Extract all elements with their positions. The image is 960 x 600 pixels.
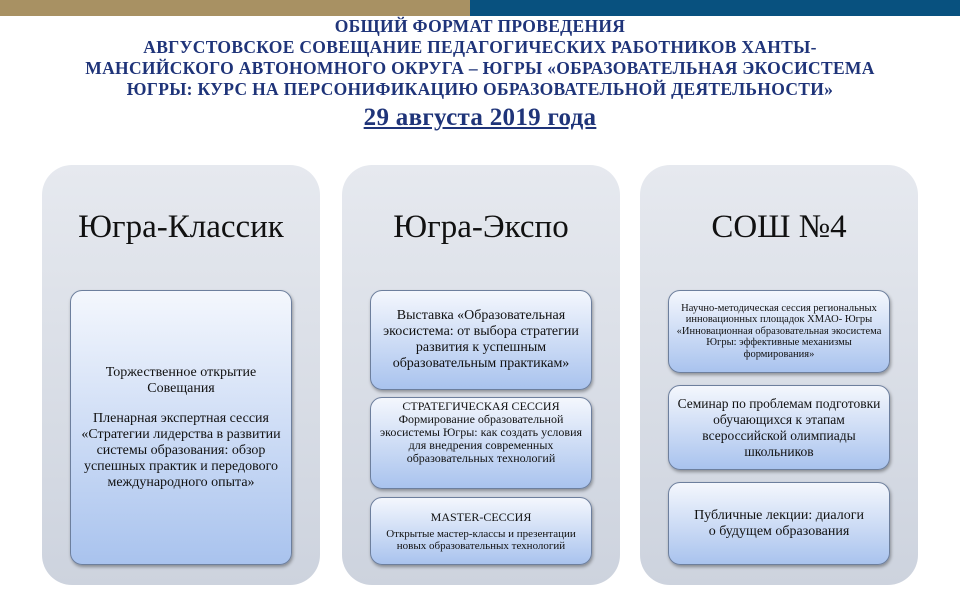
program-box bbox=[668, 385, 890, 470]
box-text: Семинар по проблемам подготовки обучающихся к этапам всероссийской олимпиады школьников bbox=[677, 395, 881, 459]
box-text: Научно-методическая сессия региональных инновационных площадок ХМАО- Югры «Инновационная образовательная экосистема Югры: эффективные механизмы формирования» bbox=[676, 302, 882, 360]
box-text: Торжественное открытие Совещания bbox=[105, 364, 257, 396]
box-text: Публичные лекции: диалоги о будущем образования bbox=[694, 507, 864, 539]
column-yugra-expo bbox=[342, 165, 620, 585]
box-text: Выставка «Образовательная экосистема: от выбора стратегии развития к успешным образовательным практикам» bbox=[383, 308, 579, 371]
box-text: Пленарная экспертная сессия «Стратегии лидерства в развитии системы образования: обзор успешных практик и передового международного опыта» bbox=[81, 410, 281, 490]
title-line: МАНСИЙСКОГО АВТОНОМНОГО ОКРУГА – ЮГРЫ «ОБРАЗОВАТЕЛЬНАЯ ЭКОСИСТЕМА bbox=[85, 58, 875, 78]
column-title: Югра-Экспо bbox=[393, 209, 569, 245]
box-text: Формирование образовательной экосистемы Югры: как создать условия для внедрения современных образовательных технологий bbox=[379, 412, 583, 465]
box-text: MASTER-СЕССИЯ bbox=[430, 509, 532, 524]
program-box bbox=[370, 290, 592, 390]
program-box bbox=[370, 397, 592, 489]
event-date: 29 августа 2019 года bbox=[363, 104, 597, 131]
top-bar-right bbox=[470, 0, 960, 16]
program-box bbox=[668, 290, 890, 373]
program-box bbox=[668, 482, 890, 565]
program-box bbox=[370, 497, 592, 565]
column-title: СОШ №4 bbox=[711, 209, 847, 245]
box-text: Открытые мастер-классы и презентации новых образовательных технологий bbox=[386, 527, 576, 552]
column-yugra-classic bbox=[42, 165, 320, 585]
program-box bbox=[70, 290, 292, 565]
title-line: ЮГРЫ: КУРС НА ПЕРСОНИФИКАЦИЮ ОБРАЗОВАТЕЛЬНОЙ ДЕЯТЕЛЬНОСТИ» bbox=[126, 79, 834, 99]
top-bar-left bbox=[0, 0, 470, 16]
title-line: АВГУСТОВСКОЕ СОВЕЩАНИЕ ПЕДАГОГИЧЕСКИХ РАБОТНИКОВ ХАНТЫ- bbox=[143, 37, 817, 57]
title-line: ОБЩИЙ ФОРМАТ ПРОВЕДЕНИЯ bbox=[334, 16, 626, 36]
column-school-4 bbox=[640, 165, 918, 585]
box-text: СТРАТЕГИЧЕСКАЯ СЕССИЯ bbox=[402, 399, 560, 413]
column-title: Югра-Классик bbox=[78, 209, 284, 245]
slide-title bbox=[0, 16, 960, 134]
